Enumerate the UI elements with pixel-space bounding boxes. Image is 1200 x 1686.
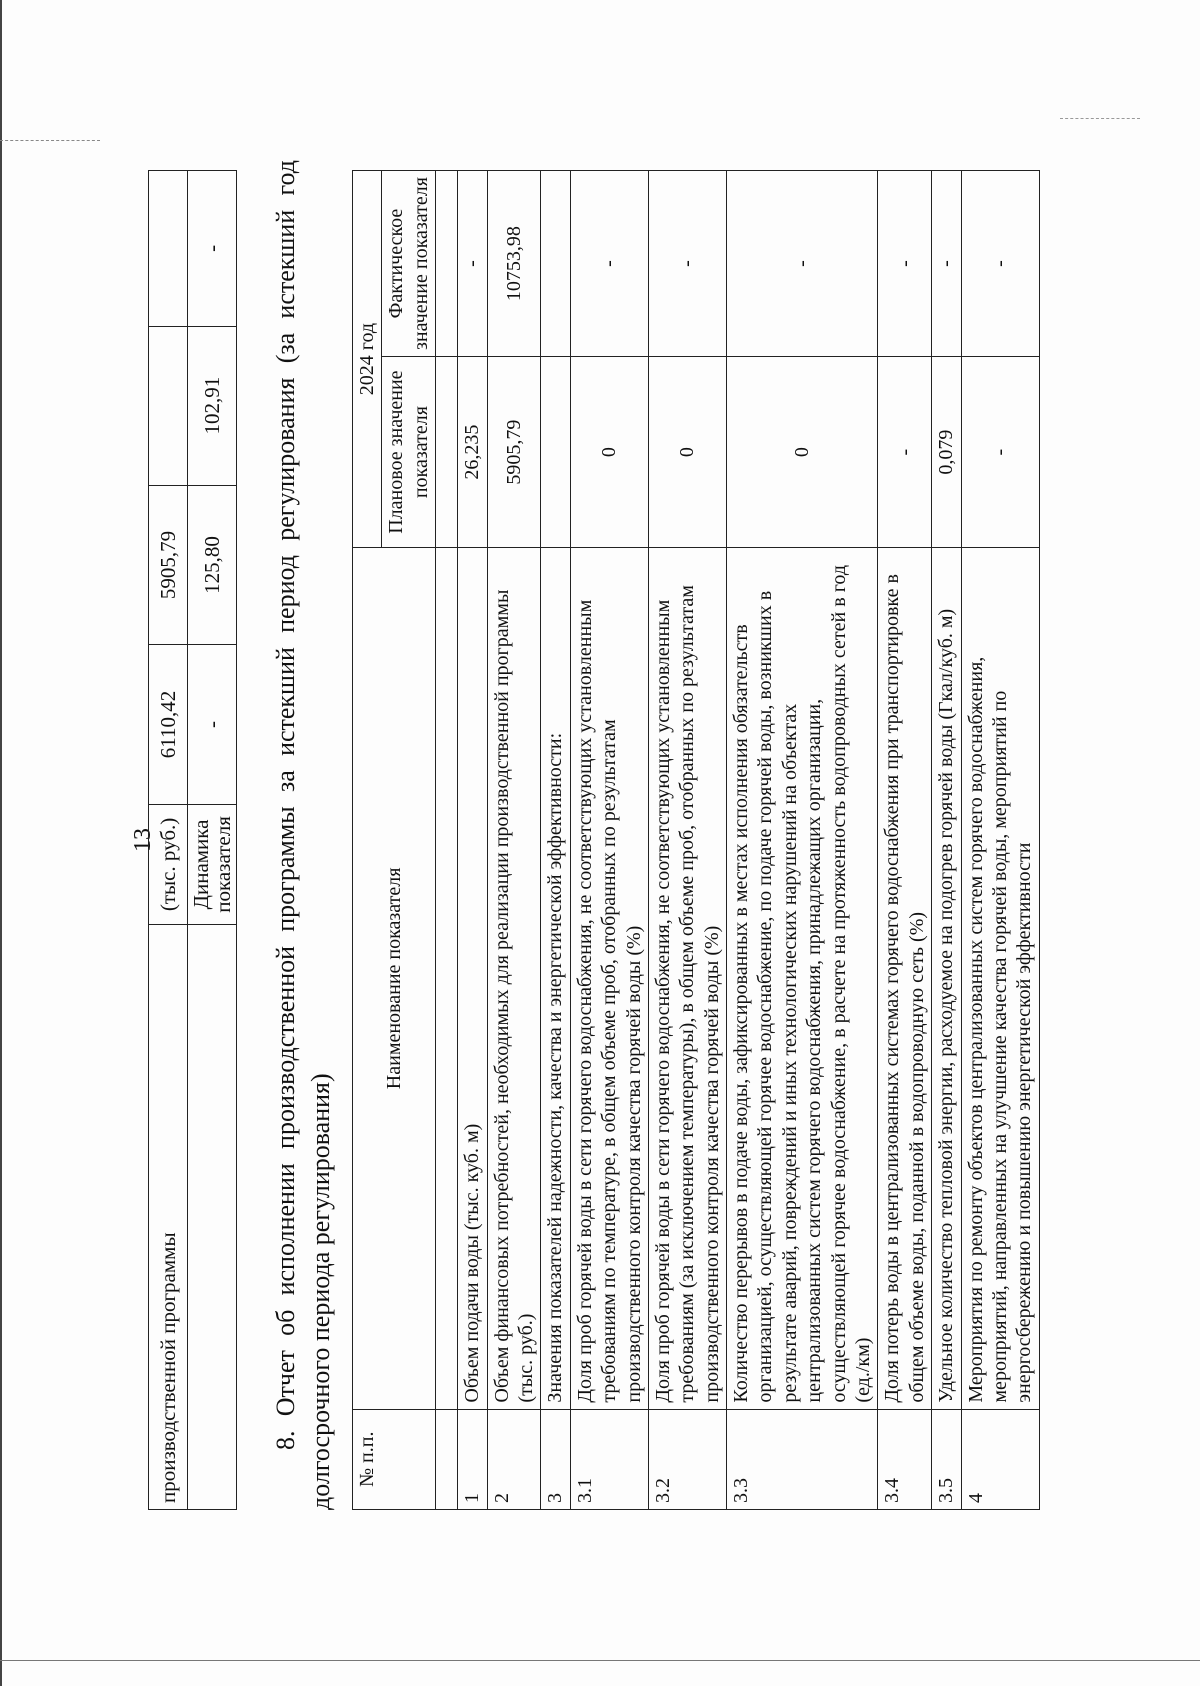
section-heading — [268, 160, 338, 1510]
empty-cell — [436, 171, 458, 357]
row-fact: 10753,98 — [487, 171, 541, 357]
page-edge-left — [0, 0, 2, 1686]
row-fact: - — [727, 171, 878, 357]
row-number: 3.1 — [570, 1409, 648, 1509]
row-number: 2 — [487, 1409, 541, 1509]
value-cell: 5905,79 — [149, 485, 188, 645]
table-row — [932, 171, 961, 1510]
table-header-row — [353, 171, 382, 1510]
row-number: 3.3 — [727, 1409, 878, 1509]
header-num: № п.п. — [353, 1409, 436, 1509]
header-fact: Фактическое значение показателя — [382, 171, 436, 357]
row-plan: 0 — [727, 357, 878, 548]
table-row — [961, 171, 1039, 1510]
row-plan — [541, 357, 570, 548]
row-fact: - — [878, 171, 932, 357]
value-cell — [149, 171, 188, 327]
row-name: Объем подачи воды (тыс. куб. м) — [458, 548, 487, 1409]
dynamics-value: 125,80 — [188, 485, 237, 645]
header-plan: Плановое значение показателя — [382, 357, 436, 548]
dynamics-value: - — [188, 171, 237, 327]
header-year: 2024 год — [353, 171, 382, 548]
empty-cell — [436, 1409, 458, 1509]
page-edge-bottom — [0, 1660, 1200, 1661]
row-name: Мероприятия по ремонту объектов централизованных систем горячего водоснабжения, мероприятий, направленных на улучшение качества горячей воды, мероприятий по энергосбережению и повышению энергетической эффективности — [961, 548, 1039, 1409]
row-name: Значения показателей надежности, качества и энергетической эффективности: — [541, 548, 570, 1409]
table-row — [648, 171, 726, 1510]
row-plan: 5905,79 — [487, 357, 541, 548]
row-name: Объем финансовых потребностей, необходимых для реализации производственной программы (тыс. руб.) — [487, 548, 541, 1409]
header-name: Наименование показателя — [353, 548, 436, 1409]
row-number: 4 — [961, 1409, 1039, 1509]
row-fact: - — [961, 171, 1039, 357]
table-row — [149, 171, 188, 1510]
page-number: 13 — [130, 828, 156, 852]
table-row — [878, 171, 932, 1510]
table-row — [188, 171, 237, 1510]
dynamics-value: - — [188, 645, 237, 805]
row-name: Доля потерь воды в централизованных системах горячего водоснабжения при транспортировке в общем объеме воды, поданной в водопроводную сеть (%) — [878, 548, 932, 1409]
table-row — [570, 171, 648, 1510]
row-number: 3.5 — [932, 1409, 961, 1509]
value-cell — [149, 326, 188, 485]
row-number: 3.4 — [878, 1409, 932, 1509]
row-plan: 0 — [648, 357, 726, 548]
row-fact — [541, 171, 570, 357]
row-number: 3.2 — [648, 1409, 726, 1509]
row-name: Доля проб горячей воды в сети горячего водоснабжения, не соответствующих установленным требованиям по температуре, в общем объеме проб, отобранных по результатам производственного контроля качества горячей воды (%) — [570, 548, 648, 1409]
row-plan: 0,079 — [932, 357, 961, 548]
unit-cell: (тыс. руб.) — [149, 804, 188, 924]
row-fact: - — [570, 171, 648, 357]
row-name: Количество перерывов в подаче воды, зафиксированных в местах исполнения обязательств организацией, осуществляющей горячее водоснабжение, по подаче горячей воды, возникших в результате аварий, повреждений и иных технологических нарушений на объектах централизованных систем горячего водоснабжения, принадлежащих организации, осуществляющей горячее водоснабжение, в расчете на протяженность водопроводных сетей в год (ед./км) — [727, 548, 878, 1409]
row-plan: 26,235 — [458, 357, 487, 548]
empty-cell — [436, 548, 458, 1409]
row-plan: - — [961, 357, 1039, 548]
empty-cell — [436, 357, 458, 548]
table-header-row — [436, 171, 458, 1510]
row-fact: - — [458, 171, 487, 357]
row-fact: - — [648, 171, 726, 357]
row-name: Удельное количество тепловой энергии, расходуемое на подогрев горячей воды (Гкал/куб. м) — [932, 548, 961, 1409]
program-label: производственной программы — [149, 925, 188, 1510]
program-cost-table — [148, 170, 237, 1510]
dynamics-value: 102,91 — [188, 326, 237, 485]
row-number: 1 — [458, 1409, 487, 1509]
section-title: 8. Отчет об исполнении производственной программы за истекший период регулирования (за истекший год долгосрочного периода регулирования) — [271, 160, 336, 1510]
row-fact: - — [932, 171, 961, 357]
empty-cell — [188, 925, 237, 1510]
table-row — [458, 171, 487, 1510]
scan-artifact-line — [0, 140, 100, 141]
table-row — [727, 171, 878, 1510]
dynamics-label: Динамика показателя — [188, 804, 237, 924]
row-plan: 0 — [570, 357, 648, 548]
row-name: Доля проб горячей воды в сети горячего водоснабжения, не соответствующих установленным требованиям (за исключением температуры), в общем объеме проб, отобранных по результатам производственного контроля качества горячей воды (%) — [648, 548, 726, 1409]
row-number: 3 — [541, 1409, 570, 1509]
table-row — [541, 171, 570, 1510]
program-execution-table — [352, 170, 1040, 1510]
value-cell: 6110,42 — [149, 645, 188, 805]
rotated-page-content — [130, 90, 1180, 1630]
table-row — [487, 171, 541, 1510]
row-plan: - — [878, 357, 932, 548]
